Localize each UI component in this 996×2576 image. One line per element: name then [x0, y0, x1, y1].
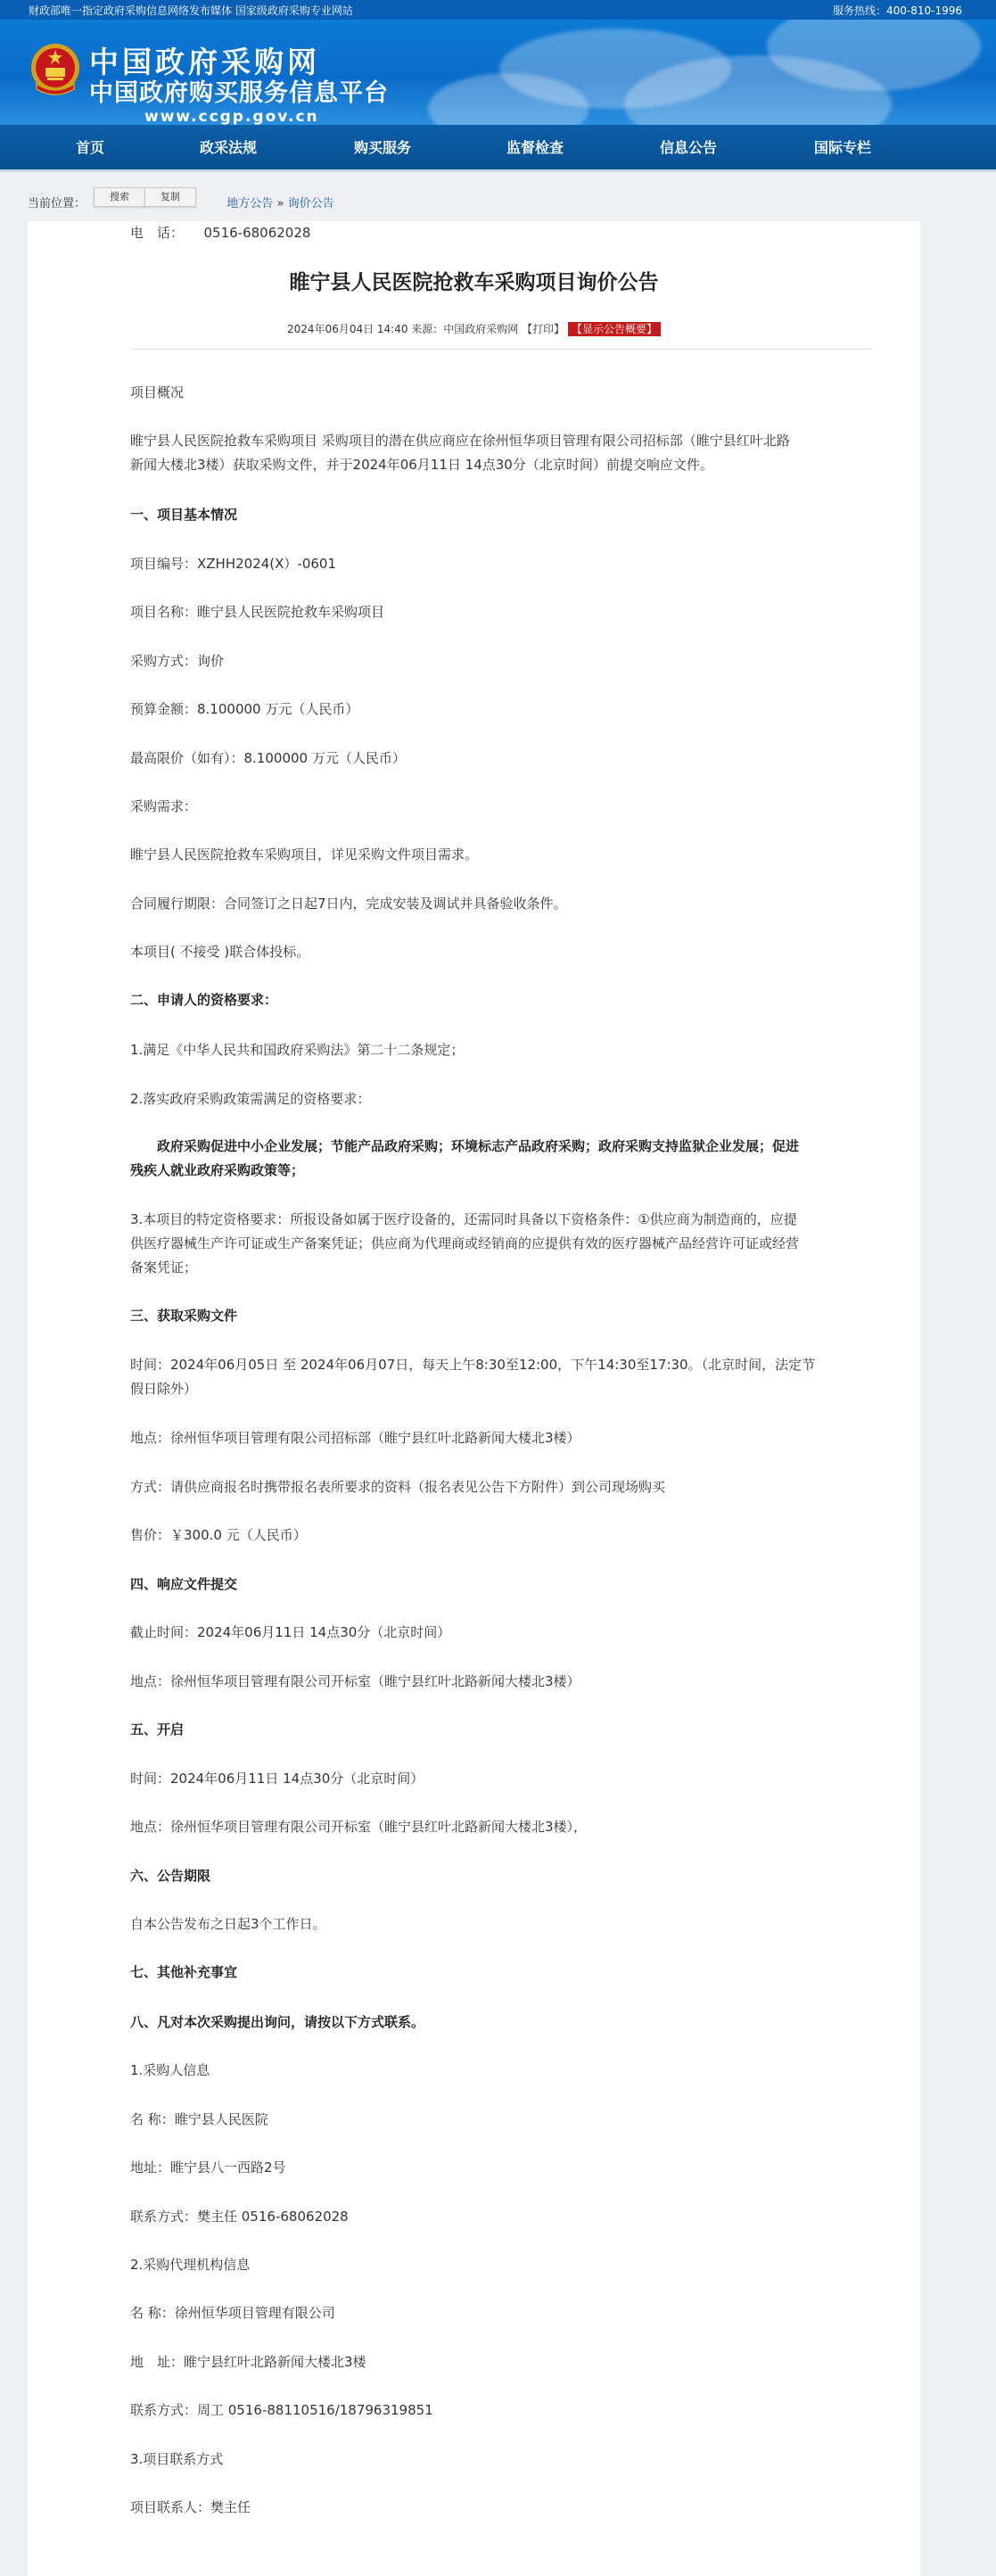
article-paragraph: 项目联系人：樊主任 — [130, 2499, 251, 2515]
article-paragraph: 供医疗器械生产许可证或生产备案凭证；供应商为代理商或经销商的应提供有效的医疗器械产品经营许可证或经营 — [130, 1235, 800, 1251]
site-title: 中国政府采购网 — [89, 45, 320, 79]
article-paragraph: 本项目( 不接受 )联合体投标。 — [130, 944, 310, 960]
article-paragraph: 名 称：睢宁县人民医院 — [130, 2111, 268, 2127]
article-paragraph: 方式：请供应商报名时携带报名表所要求的资料（报名表见公告下方附件）到公司现场购买 — [130, 1479, 666, 1495]
article-paragraph: 地 址：睢宁县红叶北路新闻大楼北3楼 — [130, 2354, 366, 2370]
article-paragraph: 自本公告发布之日起3个工作日。 — [130, 1916, 326, 1932]
top-bar — [0, 0, 996, 20]
section-heading: 二、申请人的资格要求： — [130, 992, 278, 1008]
section-heading: 残疾人就业政府采购政策等； — [130, 1162, 305, 1178]
article-paragraph: 电 话： 0516-68062028 — [130, 225, 311, 241]
section-heading: 五、开启 — [130, 1721, 185, 1738]
site-header — [0, 20, 996, 125]
article-paragraph: 项目名称：睢宁县人民医院抢救车采购项目 — [130, 604, 385, 620]
nav-item-announcements[interactable]: 信息公告 — [660, 139, 718, 156]
section-heading: 一、项目基本情况 — [130, 507, 238, 523]
top-bar-slogan: 财政部唯一指定政府采购信息网络发布媒体 国家级政府采购专业网站 — [29, 4, 353, 17]
article-paragraph: 地点：徐州恒华项目管理有限公司开标室（睢宁县红叶北路新闻大楼北3楼）， — [130, 1819, 588, 1835]
site-url: www.ccgp.gov.cn — [144, 108, 319, 125]
breadcrumb-local-announcements[interactable]: 地方公告 — [226, 197, 274, 211]
article-paragraph: 联系方式：周工 0516-88110516/18796319851 — [130, 2402, 433, 2418]
article-paragraph: 2.落实政府采购政策需满足的资格要求： — [130, 1091, 371, 1107]
section-heading: 八、凡对本次采购提出询问，请按以下方式联系。 — [130, 2014, 425, 2030]
article-date-source: 2024年06月04日 14:40 来源：中国政府采购网 【打印】 — [287, 323, 565, 335]
article-paragraph: 项目概况 — [130, 384, 185, 400]
article-paragraph: 预算金额：8.100000 万元（人民币） — [130, 701, 359, 717]
article-paragraph: 最高限价（如有）：8.100000 万元（人民币） — [130, 750, 406, 766]
search-button[interactable]: 搜索 — [94, 187, 145, 207]
article-paragraph: 采购需求： — [130, 798, 198, 814]
article-paragraph: 联系方式：樊主任 0516-68062028 — [130, 2209, 349, 2225]
article-paragraph: 合同履行期限：合同签订之日起7日内，完成安装及调试并具备验收条件。 — [130, 896, 567, 912]
section-heading: 六、公告期限 — [130, 1868, 211, 1884]
article-paragraph: 截止时间：2024年06月11日 14点30分（北京时间） — [130, 1624, 451, 1640]
nav-item-services[interactable]: 购买服务 — [354, 139, 412, 156]
article-paragraph: 时间：2024年06月11日 14点30分（北京时间） — [130, 1771, 424, 1787]
nav-item-supervision[interactable]: 监督检查 — [506, 139, 564, 156]
nav-item-home[interactable]: 首页 — [76, 139, 105, 156]
article-paragraph: 睢宁县人民医院抢救车采购项目，详见采购文件项目需求。 — [130, 846, 479, 863]
breadcrumb-inquiry-announcements[interactable]: 询价公告 — [287, 197, 334, 211]
article-paragraph: 2.采购代理机构信息 — [130, 2257, 251, 2273]
show-summary-badge[interactable]: 【显示公告概要】 — [568, 322, 661, 336]
article-paragraph: 名 称：徐州恒华项目管理有限公司 — [130, 2305, 335, 2321]
article-paragraph: 新闻大楼北3楼）获取采购文件，并于2024年06月11日 14点30分（北京时间）前提交响应文件。 — [130, 457, 713, 473]
article-paragraph: 项目编号：XZHH2024(X）-0601 — [130, 556, 336, 572]
section-heading: 政府采购促进中小企业发展；节能产品政府采购；环境标志产品政府采购；政府采购支持监狱企业发展；促进 — [130, 1138, 800, 1154]
nav-item-regulations[interactable]: 政采法规 — [200, 139, 258, 156]
article-paragraph: 假日除外） — [130, 1381, 198, 1397]
article-paragraph: 地址：睢宁县八一西路2号 — [130, 2159, 286, 2176]
article-title: 睢宁县人民医院抢救车采购项目询价公告 — [289, 271, 659, 294]
breadcrumb-separator: » — [276, 197, 284, 211]
section-heading: 三、获取采购文件 — [130, 1308, 238, 1324]
article-paragraph: 地点：徐州恒华项目管理有限公司招标部（睢宁县红叶北路新闻大楼北3楼） — [130, 1430, 580, 1446]
section-heading: 四、响应文件提交 — [130, 1576, 238, 1592]
breadcrumb-prefix: 当前位置： — [28, 197, 86, 211]
article-paragraph: 时间：2024年06月05日 至 2024年06月07日，每天上午8:30至12:00，下午14:30至17:30。（北京时间，法定节 — [130, 1357, 816, 1373]
article-paragraph: 地点：徐州恒华项目管理有限公司开标室（睢宁县红叶北路新闻大楼北3楼） — [130, 1673, 580, 1689]
article-card — [28, 221, 920, 2576]
article-paragraph: 备案凭证； — [130, 1259, 198, 1276]
service-hotline: 服务热线：400-810-1996 — [832, 4, 962, 17]
copy-button[interactable]: 复制 — [144, 187, 196, 207]
article-paragraph: 3.项目联系方式 — [130, 2451, 224, 2467]
article-paragraph: 售价：￥300.0 元（人民币） — [130, 1527, 307, 1543]
article-paragraph: 采购方式：询价 — [130, 653, 225, 669]
national-emblem-icon — [29, 41, 81, 98]
article-paragraph: 1.采购人信息 — [130, 2062, 210, 2078]
article-paragraph: 睢宁县人民医院抢救车采购项目 采购项目的潜在供应商应在徐州恒华项目管理有限公司招标部（睢宁县红叶北路 — [130, 433, 790, 449]
article-paragraph: 3.本项目的特定资格要求：所报设备如属于医疗设备的，还需同时具备以下资格条件：①供应商为制造商的，应提 — [130, 1211, 797, 1227]
main-nav — [0, 125, 996, 172]
section-heading: 七、其他补充事宜 — [130, 1964, 238, 1980]
nav-item-international[interactable]: 国际专栏 — [814, 139, 872, 156]
article-meta — [28, 321, 920, 336]
site-subtitle: 中国政府购买服务信息平台 — [89, 79, 389, 107]
title-divider — [131, 349, 872, 350]
article-paragraph: 1.满足《中华人民共和国政府采购法》第二十二条规定； — [130, 1042, 465, 1058]
